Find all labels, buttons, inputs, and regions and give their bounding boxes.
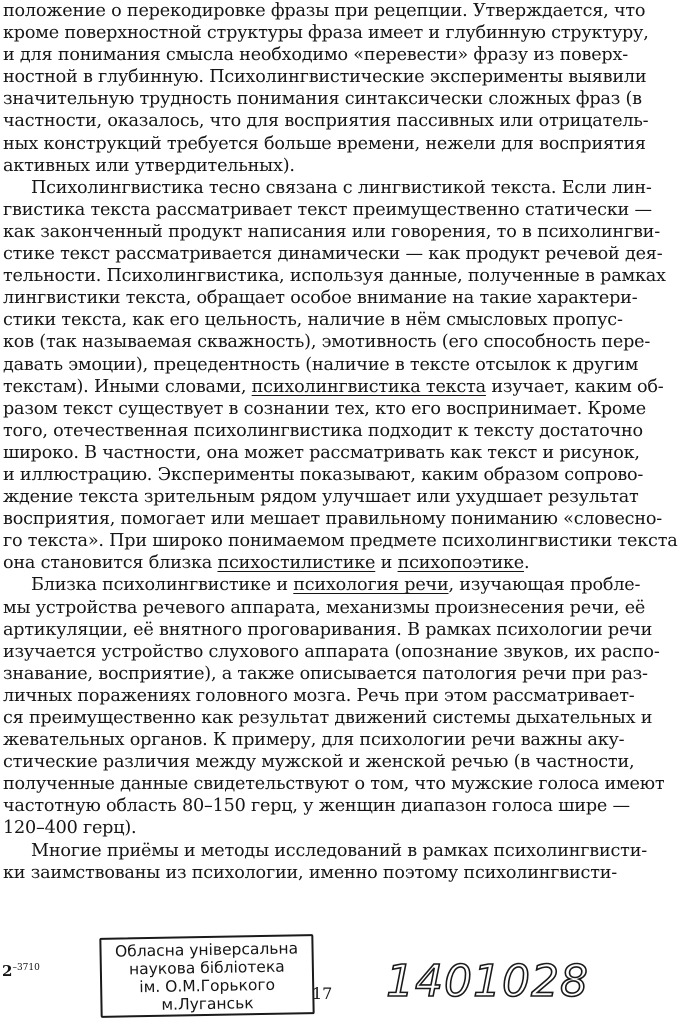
- text-line: [3, 574, 641, 596]
- text-line: значительную трудность понимания синтаксически сложных фраз (в: [3, 89, 642, 110]
- body-text: [3, 0, 678, 884]
- text-line: личных поражениях головного мозга. Речь при этом рассматривает-: [3, 685, 635, 706]
- text-line: восприятия, помогает или мешает правильному пониманию «словесно-: [3, 509, 662, 530]
- text-segment: изучает, каким об-: [485, 376, 664, 397]
- text-line: стики текста, как его цельность, наличие в нём смысловых пропус-: [3, 310, 623, 331]
- stamp-line: ім. О.М.Горького: [139, 975, 276, 997]
- text-line: кроме поверхностной структуры фраза имеет и глубинную структуру,: [3, 23, 649, 44]
- text-line: мы устройства речевого аппарата, механизмы произнесения речи, её: [3, 597, 646, 618]
- text-line: ки заимствованы из психологии, именно поэтому психолингвисти-: [3, 862, 617, 883]
- text-line: [3, 376, 664, 398]
- stamp-line: м.Луганськ: [161, 994, 254, 1014]
- text-line: частотную область 80–150 герц, у женщин диапазон голоса шире —: [3, 796, 630, 817]
- inventory-number: [382, 948, 589, 1008]
- underlined-term: психостилистике: [217, 553, 376, 574]
- text-line: Многие приёмы и методы исследований в рамках психолингвисти-: [31, 840, 647, 861]
- underlined-term: психолингвистика текста: [251, 376, 486, 397]
- text-line: лингвистики текста, обращает особое внимание на такие характери-: [3, 288, 638, 309]
- text-segment: Близка психолингвистике и: [31, 575, 294, 596]
- text-line: того, отечественная психолингвистика подходит к тексту достаточно: [3, 420, 643, 441]
- underlined-term: психология речи: [293, 575, 449, 596]
- text-line: полученные данные свидетельствуют о том, что мужские голоса имеют: [3, 774, 665, 795]
- stamp-line: наукова бібліотека: [128, 957, 285, 979]
- text-line: жевательных органов. К примеру, для психологии речи важны аку-: [3, 730, 625, 751]
- text-line: ностной в глубинную. Психолингвистические эксперименты выявили: [3, 67, 647, 88]
- signature-mark: $2^{-3710}$: [2, 962, 40, 980]
- text-line: широко. В частности, она может рассматривать как текст и рисунок,: [3, 442, 640, 463]
- text-line: давать эмоции), прецедентность (наличие в тексте отсылок к другим: [3, 354, 639, 375]
- text-line: Психолингвистика тесно связана с лингвистикой текста. Если лин-: [31, 177, 652, 198]
- underlined-term: психопоэтике: [397, 553, 525, 574]
- text-line: 120–400 герц).: [3, 818, 137, 839]
- text-line: артикуляции, её внятного проговаривания. В рамках психологии речи: [3, 619, 653, 640]
- text-line: [3, 552, 617, 574]
- page-footer: [0, 930, 620, 1021]
- text-line: активных или утвердительных).: [3, 155, 295, 176]
- handwritten-inventory-number: [382, 948, 589, 1008]
- text-line: стические различия между мужской и женской речью (в частности,: [3, 752, 635, 773]
- text-segment: .: [524, 553, 530, 574]
- text-segment: текстам). Иными словами,: [3, 376, 252, 397]
- text-line: изучается устройство слухового аппарата (опознание звуков, их распо-: [3, 641, 660, 662]
- text-line: и для понимания смысла необходимо «перевести» фразу из поверх-: [3, 45, 628, 66]
- text-line: и иллюстрацию. Эксперименты показывают, каким образом сопрово-: [3, 464, 644, 485]
- text-segment: она становится близка: [3, 553, 218, 574]
- text-line: ждение текста зрительным рядом улучшает или ухудшает результат: [3, 487, 639, 508]
- page-number: 17: [312, 984, 333, 1003]
- text-line: ся преимущественно как результат движений системы дыхательных и: [3, 708, 653, 728]
- text-line: знавание, восприятие), а также описывается патология речи при раз-: [3, 663, 648, 684]
- text-line: разом текст существует в сознании тех, кто его воспринимает. Кроме: [3, 398, 646, 419]
- svg-text:1401028: 1401028: [386, 956, 589, 1007]
- text-line: ных конструкций требуется больше времени, нежели для восприятия: [3, 133, 646, 154]
- text-line: го текста». При широко понимаемом предмете психолингвистики текста: [3, 531, 678, 552]
- text-line: положение о перекодировке фразы при рецепции. Утверждается, что: [3, 1, 646, 21]
- stamp-line: Обласна універсальна: [114, 939, 299, 961]
- text-line: ков (так называемая скважность), эмотивность (его способность пере-: [3, 332, 651, 353]
- text-line: стике текст рассматривается динамически — как продукт речевой дея-: [3, 244, 663, 265]
- text-line: гвистика текста рассматривает текст преимущественно статически —: [3, 199, 652, 220]
- text-segment: и: [375, 553, 398, 574]
- library-stamp: [99, 934, 314, 1018]
- text-line: тельности. Психолингвистика, используя данные, полученные в рамках: [3, 266, 666, 287]
- text-line: частности, оказалось, что для восприятия пассивных или отрицатель-: [3, 111, 649, 132]
- text-line: как законченный продукт написания или говорения, то в психолингви-: [3, 221, 660, 242]
- text-segment: , изучающая пробле-: [448, 575, 641, 596]
